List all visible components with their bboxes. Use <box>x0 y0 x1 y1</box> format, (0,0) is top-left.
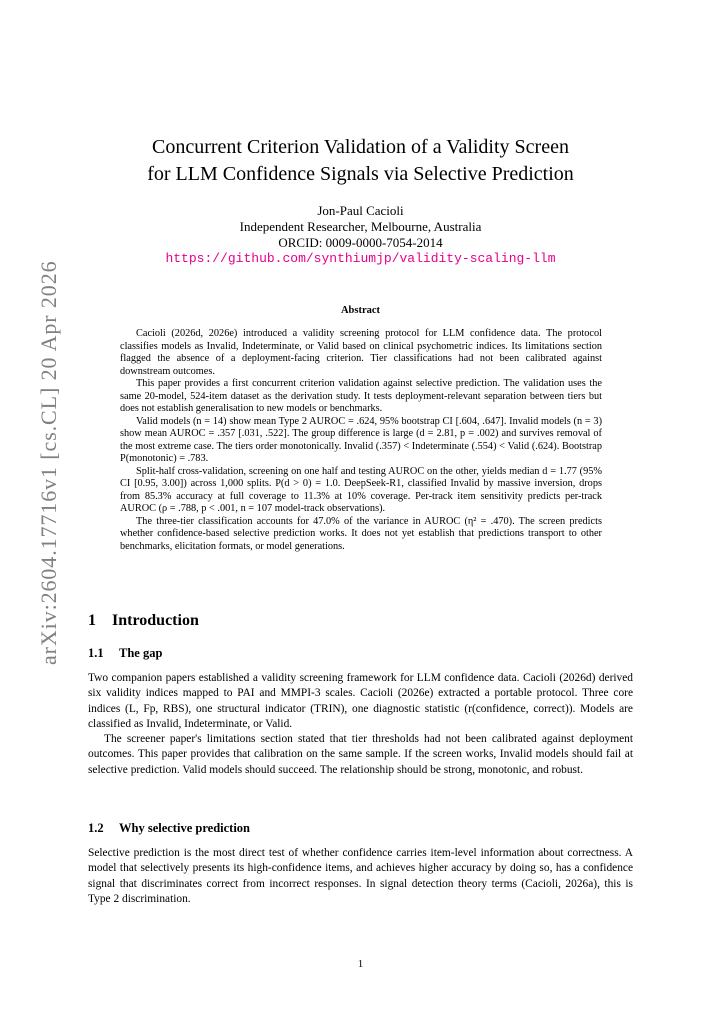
body-paragraph: Two companion papers established a validity screening framework for LLM confidence data. Cacioli (2026d) derived six validity indices mapped to PAI and MMPI-3 scales. Cacioli (2026e) extracted a portable protocol. Three core indices (L, Fp, RBS), one structural indicator (TRIN), one diagnostic statistic (r(confidence, correct)). Models are classified as Invalid, Indeterminate, or Valid. <box>88 672 633 730</box>
arxiv-side-stamp: arXiv:2604.17716v1 [cs.CL] 20 Apr 2026 <box>36 260 61 665</box>
body-paragraph: The screener paper's limitations section stated that tier thresholds had not been calibrated against deployment outcomes. This paper provides that calibration on the same sample. If the screen works, Invalid models should fail at selective prediction. Valid models should succeed. The relationship should be strong, monotonic, and robust. <box>88 733 633 776</box>
abstract-heading: Abstract <box>340 305 381 316</box>
author-affiliation: Independent Researcher, Melbourne, Australia <box>239 219 482 234</box>
abstract-paragraph: Valid models (n = 14) show mean Type 2 AUROC = .624, 95% bootstrap CI [.604, .647]. Invalid models (n = 3) show mean AUROC = .357 [.031, .522]. The group difference is large (d = 2.81, p = .002) and survives removal of the most extreme case. The tiers order monotonically. Invalid (.357) < Indeterminate (.554) < Valid (.624). Bootstrap P(monotonic) = .783. <box>120 415 602 464</box>
section-title: Introduction <box>112 612 199 629</box>
subsection-heading-selective-prediction <box>88 821 250 836</box>
title-line-1: Concurrent Criterion Validation of a Validity Screen <box>152 136 569 158</box>
subsection-number: 1.1 <box>88 646 104 660</box>
repository-link[interactable]: https://github.com/synthiumjp/validity-scaling-llm <box>165 251 556 266</box>
abstract-paragraph: Cacioli (2026d, 2026e) introduced a validity screening protocol for LLM confidence data. The protocol classifies models as Invalid, Indeterminate, or Valid based on clinical psychometric indices. Its limitations section flagged the absence of a deployment-facing criterion. Tier classifications had not been calibrated against downstream outcomes. <box>120 328 602 377</box>
section-number: 1 <box>88 612 96 629</box>
body-paragraph: Selective prediction is the most direct test of whether confidence carries item-level information about correctness. A model that selectively presents its high-confidence items, and achieves higher accuracy by doing so, has a confidence signal that discriminates correct from incorrect responses. In signal detection theory terms (Cacioli, 2026a), this is Type 2 discrimination. <box>88 847 633 905</box>
subsection-title: The gap <box>119 646 163 660</box>
title-line-2: for LLM Confidence Signals via Selective Prediction <box>147 163 574 185</box>
abstract-paragraph: This paper provides a first concurrent criterion validation against selective prediction. The validation uses the same 20-model, 524-item dataset as the derivation study. It tests deployment-relevant separation between tiers but does not establish generalisation to new models or benchmarks. <box>120 378 602 414</box>
subsection-title: Why selective prediction <box>119 821 250 835</box>
subsection-heading-gap <box>88 646 162 661</box>
author-block <box>88 203 633 267</box>
subsection-body-gap <box>88 671 633 778</box>
page-number: 1 <box>357 958 364 970</box>
section-heading-introduction <box>88 612 199 630</box>
subsection-number: 1.2 <box>88 821 104 835</box>
paper-title <box>88 134 633 188</box>
abstract-paragraph: The three-tier classification accounts for 47.0% of the variance in AUROC (η² = .470). The screen predicts whether confidence-based selective prediction works. It does not yet establish that predictions transport to other benchmarks, elicitation formats, or model generations. <box>120 515 602 552</box>
subsection-body-selective-prediction <box>88 846 633 907</box>
abstract-paragraph: Split-half cross-validation, screening on one half and testing AUROC on the other, yields median d = 1.77 (95% CI [0.95, 3.00]) across 1,000 splits. P(d > 0) = 1.0. DeepSeek-R1, classified Invalid by massive inversion, drops from 85.3% accuracy at full coverage to 11.3% at 10% coverage. Per-track item sensitivity predicts per-track AUROC (ρ = .788, p < .001, n = 107 model-track observations). <box>120 465 602 514</box>
author-orcid: ORCID: 0009-0000-7054-2014 <box>278 235 443 250</box>
abstract-body <box>120 328 602 553</box>
author-name: Jon-Paul Cacioli <box>317 203 404 218</box>
